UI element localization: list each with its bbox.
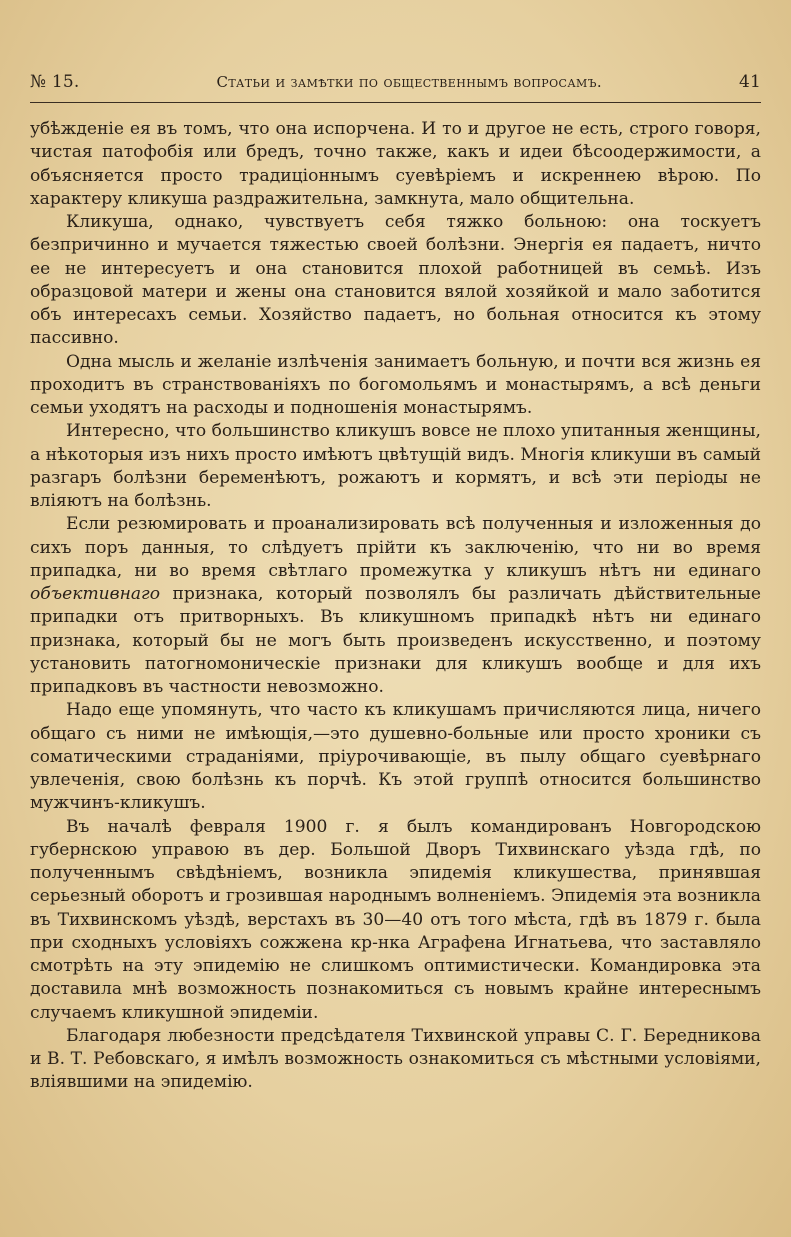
emphasized-word: объективнаго: [30, 584, 160, 604]
paragraph: Надо еще упомянуть, что часто къ кликушамъ причисляются лица, ничего общаго съ ними не имѣющія,—это душевно-больные или просто хроники съ соматическими страданіями, пріурочивающіе, въ пылу общаго суевѣрнаго увлеченія, свою болѣзнь къ порчѣ. Къ этой группѣ относится большинство мужчинъ-кликушъ.: [30, 700, 761, 814]
paragraph: Интересно, что большинство кликушъ вовсе не плохо упитанныя женщины, а нѣкоторыя изъ нихъ просто имѣютъ цвѣтущій видъ. Многія кликуши въ самый разгаръ болѣзни беременѣютъ, рожаютъ и кормятъ, и всѣ эти періоды не вліяютъ на болѣзнь.: [30, 421, 761, 511]
paragraph: убѣжденіе ея въ томъ, что она испорчена. И то и другое не есть, строго говоря, чистая патофобія или бредъ, точно также, какъ и идеи бѣсоодержимости, а объясняется просто традиціоннымъ суевѣріемъ и искреннею вѣрою. По характеру кликуша раздражительна, замкнута, мало общительна.: [30, 119, 761, 209]
article-body: [30, 118, 761, 1095]
paragraph-text: Если резюмировать и проанализировать всѣ полученныя и изложенныя до сихъ поръ данныя, то слѣдуетъ прійти къ заключенію, что ни во время припадка, ни во время свѣтлаго промежутка у кликушъ нѣтъ ни единаго: [30, 514, 761, 581]
paragraph: Одна мысль и желаніе излѣченія занимаетъ больную, и почти вся жизнь ея проходитъ въ странствованіяхъ по богомольямъ и монастырямъ, а всѣ деньги семьи уходятъ на расходы и подношенія монастырямъ.: [30, 351, 761, 418]
paragraph: Благодаря любезности предсѣдателя Тихвинской управы С. Г. Бередникова и В. Т. Ребовскаго, я имѣлъ возможность ознакомиться съ мѣстными условіями, вліявшими на эпидемію.: [30, 1025, 761, 1093]
running-header: [30, 72, 761, 98]
header-rule: [30, 102, 761, 103]
paragraph: Въ началѣ февраля 1900 г. я былъ командированъ Новгородскою губернскою управою въ дер. Большой Дворъ Тихвинскаго уѣзда гдѣ, по полученнымъ свѣдѣніемъ, возникла эпидемія кликушества, принявшая серьезный оборотъ и грозившая народнымъ волненіемъ. Эпидемія эта возникла въ Тихвинскомъ уѣздѣ, верстахъ въ 30—40 отъ того мѣста, гдѣ въ 1879 г. была при сходныхъ условіяхъ сожжена кр-нка Аграфена Игнатьева, что заставляло смотрѣть на эту эпидемію не слишкомъ оптимистически. Командировка эта доставила мнѣ возможность познакомиться съ новымъ крайне интереснымъ случаемъ кликушной эпидеміи.: [30, 816, 761, 1023]
issue-number: № 15.: [30, 72, 80, 92]
page-number: 41: [738, 72, 761, 92]
section-title: Статьи и замѣтки по общественнымъ вопросамъ.: [216, 73, 603, 91]
paragraph-text: признака, который позволялъ бы различать дѣйствительные припадки отъ притворныхъ. Въ кликушномъ припадкѣ нѣтъ ни единаго признака, который бы не могъ быть произведенъ искусственно, и поэтому установить патогномоническіе признаки для кликушъ вообще и для ихъ припадковъ въ частности невозможно.: [30, 584, 761, 697]
paragraph: [30, 513, 761, 699]
paragraph: Кликуша, однако, чувствуетъ себя тяжко больною: она тоскуетъ безпричинно и мучается тяжестью своей болѣзни. Энергія ея падаетъ, ничто ее не интересуетъ и она становится плохой работницей въ семьѣ. Изъ образцовой матери и жены она становится вялой хозяйкой и мало заботится объ интересахъ семьи. Хозяйство падаетъ, но больная относится къ этому пассивно.: [30, 212, 761, 349]
